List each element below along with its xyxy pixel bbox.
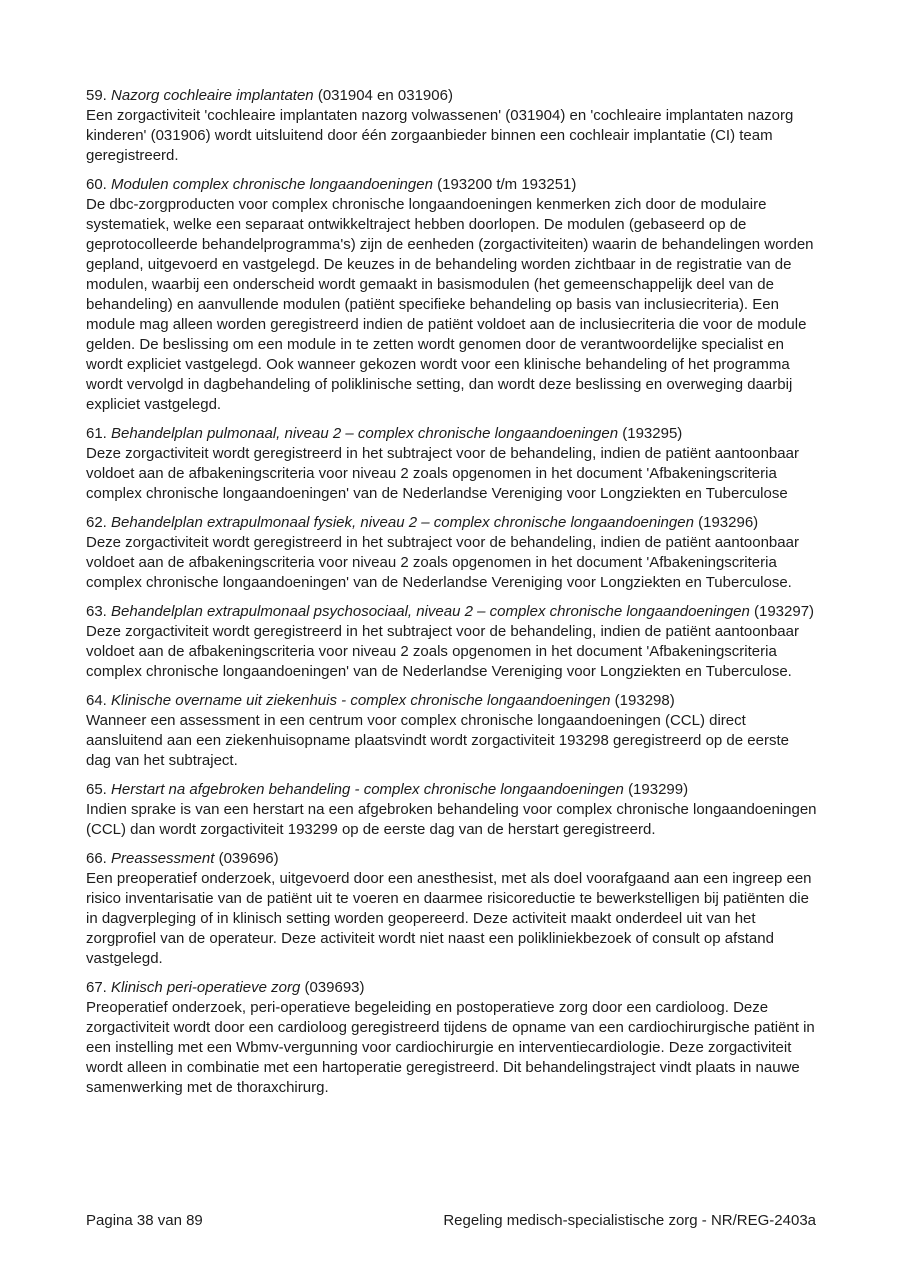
document-reference: Regeling medisch-specialistische zorg - NR/REG-2403a	[443, 1212, 816, 1229]
section-heading	[86, 780, 817, 800]
section-body: Deze zorgactiviteit wordt geregistreerd in het subtraject voor de behandeling, indien de patiënt aantoonbaar voldoet aan de afbakeningscriteria voor niveau 2 zoals opgenomen in het document 'Afbakeningscriteria complex chronische longaandoeningen' van de Nederlandse Vereniging voor Longziekten en Tuberculose.	[86, 623, 799, 680]
regulation-section	[86, 513, 817, 593]
section-body: De dbc-zorgproducten voor complex chronische longaandoeningen kenmerken zich door de modulaire systematiek, welke een separaat ontwikkeltraject hebben doorlopen. De modulen (gebaseerd op de geprotocolleerde behandelprogramma's) zijn de eenheden (zorgactiviteiten) waarin de behandelingen worden gepland, uitgevoerd en vastgelegd. De keuzes in de behandeling worden zichtbaar in de registratie van de modulen, waarbij een onderscheid wordt gemaakt in basismodulen (het gemeenschappelijk deel van de behandeling) en aanvullende modulen (patiënt specifieke behandeling op basis van inclusiecriteria). Een module mag alleen worden geregistreerd indien de patiënt voldoet aan de inclusiecriteria die voor de module gelden. De beslissing om een module in te zetten wordt genomen door de verantwoordelijke specialist en wordt expliciet vastgelegd. Ook wanneer gekozen wordt voor een klinische behandeling of het programma wordt vervolgd in dagbehandeling of poliklinische setting, dan wordt deze beslissing en overweging daarbij expliciet vastgelegd.	[86, 196, 814, 413]
section-body: Wanneer een assessment in een centrum voor complex chronische longaandoeningen (CCL) direct aansluitend aan een ziekenhuisopname plaatsvindt wordt zorgactiviteit 193298 geregistreerd op de eerste dag van het subtraject.	[86, 712, 789, 769]
section-number: 59.	[86, 87, 107, 104]
section-code: (193298)	[614, 692, 675, 709]
section-title: Klinisch peri-operatieve zorg	[111, 979, 301, 996]
section-body: Preoperatief onderzoek, peri-operatieve begeleiding en postoperatieve zorg door een cardioloog. Deze zorgactiviteit wordt door een cardioloog geregistreerd tijdens de opname van een cardiochirurgische patiënt in een instelling met een Wbmv-vergunning voor cardiochirurgie en interventiecardiologie. Deze zorgactiviteit wordt alleen in combinatie met een hartoperatie geregistreerd. Dit behandelingstraject vindt plaats in nauwe samenwerking met de thoraxchirurg.	[86, 999, 815, 1096]
section-code: (039696)	[218, 850, 279, 867]
page-footer	[86, 1212, 816, 1230]
section-title: Klinische overname uit ziekenhuis - complex chronische longaandoeningen	[111, 692, 611, 709]
section-title: Behandelplan extrapulmonaal fysiek, niveau 2 – complex chronische longaandoeningen	[111, 514, 694, 531]
section-title: Behandelplan pulmonaal, niveau 2 – complex chronische longaandoeningen	[111, 425, 619, 442]
page-number: Pagina 38 van 89	[86, 1212, 203, 1229]
section-code: (193297)	[753, 603, 815, 620]
section-number: 67.	[86, 979, 107, 996]
section-number: 64.	[86, 692, 107, 709]
section-heading	[86, 849, 817, 869]
section-body: Indien sprake is van een herstart na een afgebroken behandeling voor complex chronische longaandoeningen (CCL) dan wordt zorgactiviteit 193299 op de eerste dag van de herstart geregistreerd.	[86, 801, 817, 838]
section-heading	[86, 978, 817, 998]
section-title: Nazorg cochleaire implantaten	[111, 87, 314, 104]
section-number: 65.	[86, 781, 107, 798]
section-code: (193200 t/m 193251)	[437, 176, 577, 193]
regulation-section	[86, 978, 817, 1098]
section-title: Preassessment	[111, 850, 215, 867]
section-title: Herstart na afgebroken behandeling - complex chronische longaandoeningen	[111, 781, 624, 798]
section-heading	[86, 513, 817, 533]
section-number: 60.	[86, 176, 107, 193]
regulation-section	[86, 602, 817, 682]
section-code: (193296)	[698, 514, 759, 531]
section-heading	[86, 691, 817, 711]
document-content	[86, 86, 817, 1107]
regulation-section	[86, 86, 817, 166]
section-body: Deze zorgactiviteit wordt geregistreerd in het subtraject voor de behandeling, indien de patiënt aantoonbaar voldoet aan de afbakeningscriteria voor niveau 2 zoals opgenomen in het document 'Afbakeningscriteria complex chronische longaandoeningen' van de Nederlandse Vereniging voor Longziekten en Tuberculose	[86, 445, 799, 502]
section-title: Modulen complex chronische longaandoeningen	[111, 176, 433, 193]
section-number: 63.	[86, 603, 107, 620]
section-title: Behandelplan extrapulmonaal psychosociaal, niveau 2 – complex chronische longaandoeningen	[111, 603, 750, 620]
regulation-section	[86, 424, 817, 504]
section-number: 61.	[86, 425, 107, 442]
section-heading	[86, 86, 817, 106]
section-code: (039693)	[304, 979, 365, 996]
section-number: 66.	[86, 850, 107, 867]
regulation-section	[86, 175, 817, 415]
section-body: Een preoperatief onderzoek, uitgevoerd door een anesthesist, met als doel voorafgaand aan een ingreep een risico inventarisatie van de patiënt uit te voeren en daarmee risicoreductie te bewerkstelligen bij patiënten die in dagverpleging of in klinisch setting worden geopereerd. Deze activiteit maakt onderdeel uit van het zorgprofiel van de operateur. Deze activiteit wordt niet naast een polikliniekbezoek of consult op afstand vastgelegd.	[86, 870, 812, 967]
section-body: Een zorgactiviteit 'cochleaire implantaten nazorg volwassenen' (031904) en 'cochleaire implantaten nazorg kinderen' (031906) wordt uitsluitend door één zorgaanbieder binnen een cochleair implantatie (CI) team geregistreerd.	[86, 107, 794, 164]
section-number: 62.	[86, 514, 107, 531]
section-heading	[86, 424, 817, 444]
regulation-section	[86, 849, 817, 969]
section-heading	[86, 175, 817, 195]
section-body: Deze zorgactiviteit wordt geregistreerd in het subtraject voor de behandeling, indien de patiënt aantoonbaar voldoet aan de afbakeningscriteria voor niveau 2 zoals opgenomen in het document 'Afbakeningscriteria complex chronische longaandoeningen' van de Nederlandse Vereniging voor Longziekten en Tuberculose.	[86, 534, 799, 591]
regulation-section	[86, 780, 817, 840]
section-code: (031904 en 031906)	[317, 87, 453, 104]
section-code: (193295)	[622, 425, 683, 442]
section-heading	[86, 602, 817, 622]
regulation-section	[86, 691, 817, 771]
section-code: (193299)	[628, 781, 689, 798]
